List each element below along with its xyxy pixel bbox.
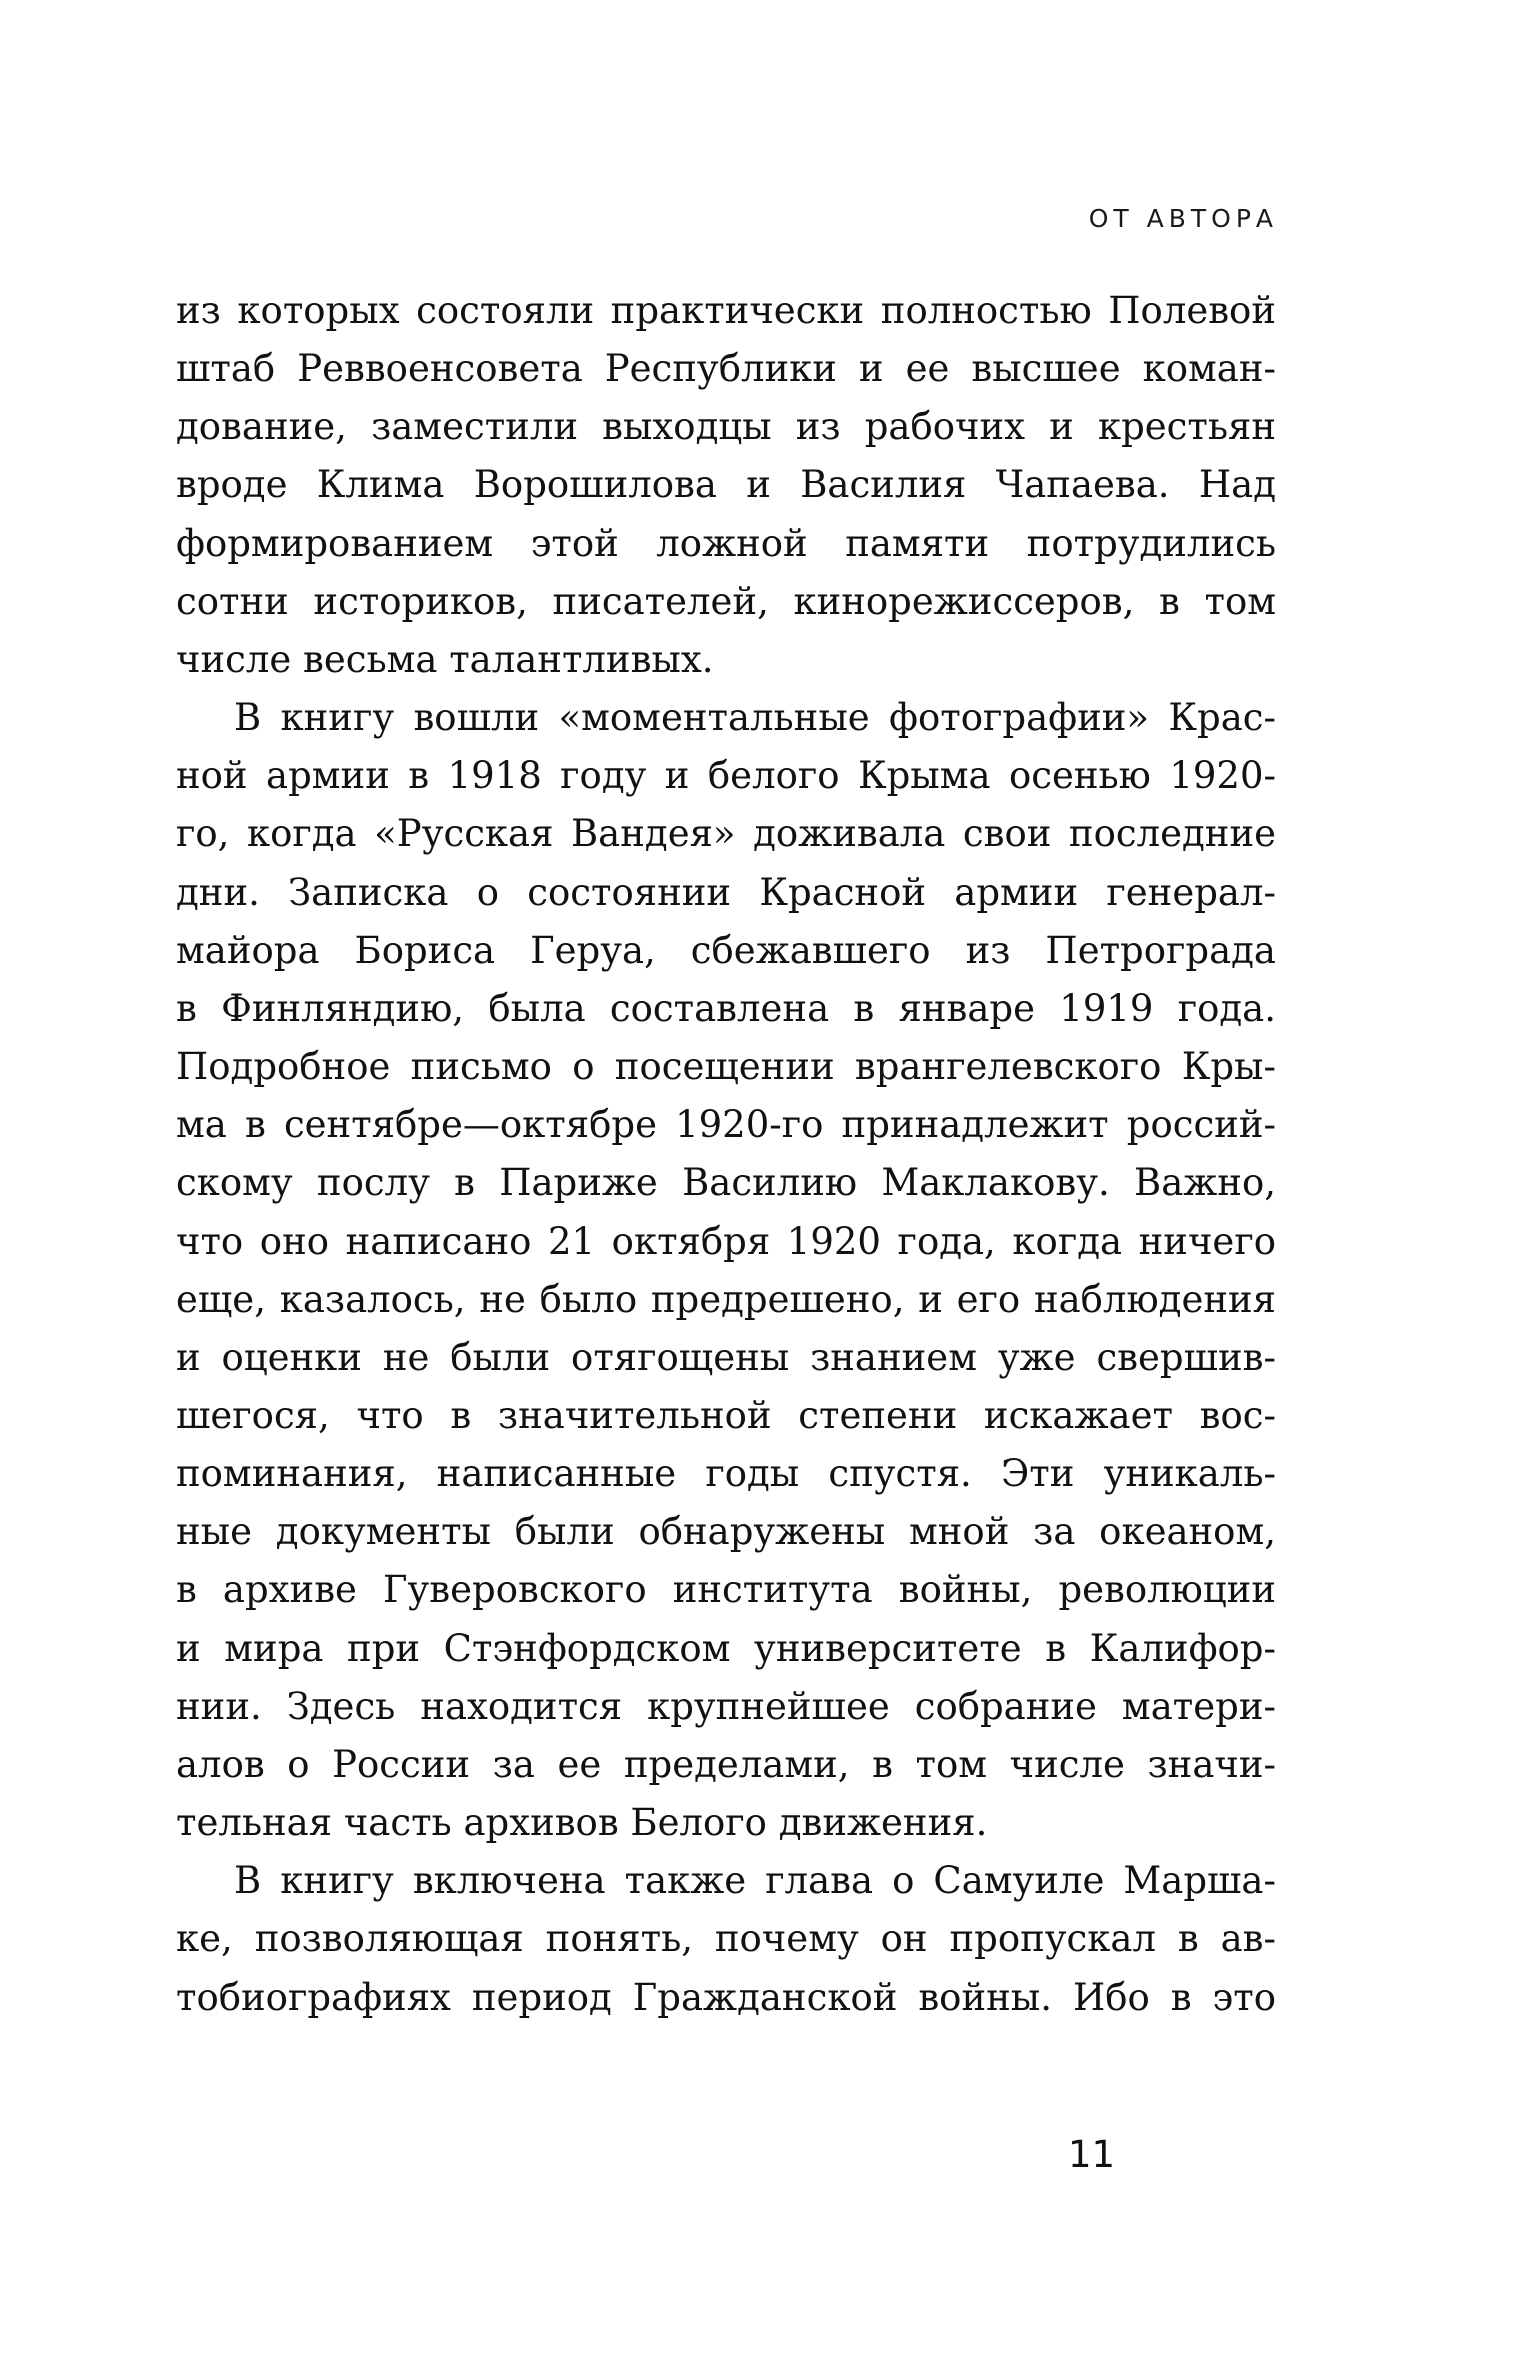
text-line: тобиографиях период Гражданской войны. Ибо в это	[176, 1975, 1276, 2019]
running-head: ОТ АВТОРА	[1088, 204, 1278, 233]
text-line: в архиве Гуверовского института войны, революции	[176, 1568, 1276, 1612]
text-line: ма в сентябре—октябре 1920-го принадлежит россий-	[176, 1103, 1276, 1147]
text-line: в Финляндию, была составлена в январе 1919 года.	[176, 986, 1276, 1030]
text-line: В книгу вошли «моментальные фотографии» Крас-	[234, 696, 1276, 740]
text-line: шегося, что в значительной степени искажает вос-	[176, 1393, 1276, 1437]
text-line: числе весьма талантливых.	[176, 637, 714, 681]
text-line: дование, заместили выходцы из рабочих и крестьян	[176, 405, 1276, 449]
text-line: еще, казалось, не было предрешено, и его наблюдения	[176, 1277, 1276, 1321]
text-line: сотни историков, писателей, кинорежиссеров, в том	[176, 579, 1276, 623]
text-line: тельная часть архивов Белого движения.	[176, 1801, 988, 1845]
text-line: го, когда «Русская Вандея» доживала свои последние	[176, 812, 1276, 856]
text-line: формированием этой ложной памяти потрудились	[176, 521, 1276, 565]
text-line: нии. Здесь находится крупнейшее собрание матери-	[176, 1684, 1276, 1728]
text-line: ке, позволяющая понять, почему он пропускал в ав-	[176, 1917, 1276, 1961]
page-number: 11	[1068, 2133, 1116, 2176]
text-line: дни. Записка о состоянии Красной армии генерал-	[176, 870, 1276, 914]
text-line: штаб Реввоенсовета Республики и ее высшее коман-	[176, 347, 1276, 391]
text-line: и мира при Стэнфордском университете в Калифор-	[176, 1626, 1276, 1670]
text-line: и оценки не были отягощены знанием уже свершив-	[176, 1335, 1276, 1379]
text-line: алов о России за ее пределами, в том числе значи-	[176, 1742, 1276, 1786]
text-line: что оно написано 21 октября 1920 года, когда ничего	[176, 1219, 1276, 1263]
text-line: ные документы были обнаружены мной за океаном,	[176, 1510, 1276, 1554]
text-line: майора Бориса Геруа, сбежавшего из Петрограда	[176, 928, 1276, 972]
text-line: скому послу в Париже Василию Маклакову. Важно,	[176, 1161, 1276, 1205]
text-line: В книгу включена также глава о Самуиле Марша-	[234, 1859, 1276, 1903]
body-text	[176, 282, 1276, 2027]
text-line: ной армии в 1918 году и белого Крыма осенью 1920-	[176, 754, 1276, 798]
text-line: Подробное письмо о посещении врангелевского Кры-	[176, 1045, 1276, 1089]
text-line: вроде Клима Ворошилова и Василия Чапаева. Над	[176, 463, 1276, 507]
text-line: поминания, написанные годы спустя. Эти уникаль-	[176, 1452, 1276, 1496]
text-line: из которых состояли практически полностью Полевой	[176, 289, 1276, 332]
